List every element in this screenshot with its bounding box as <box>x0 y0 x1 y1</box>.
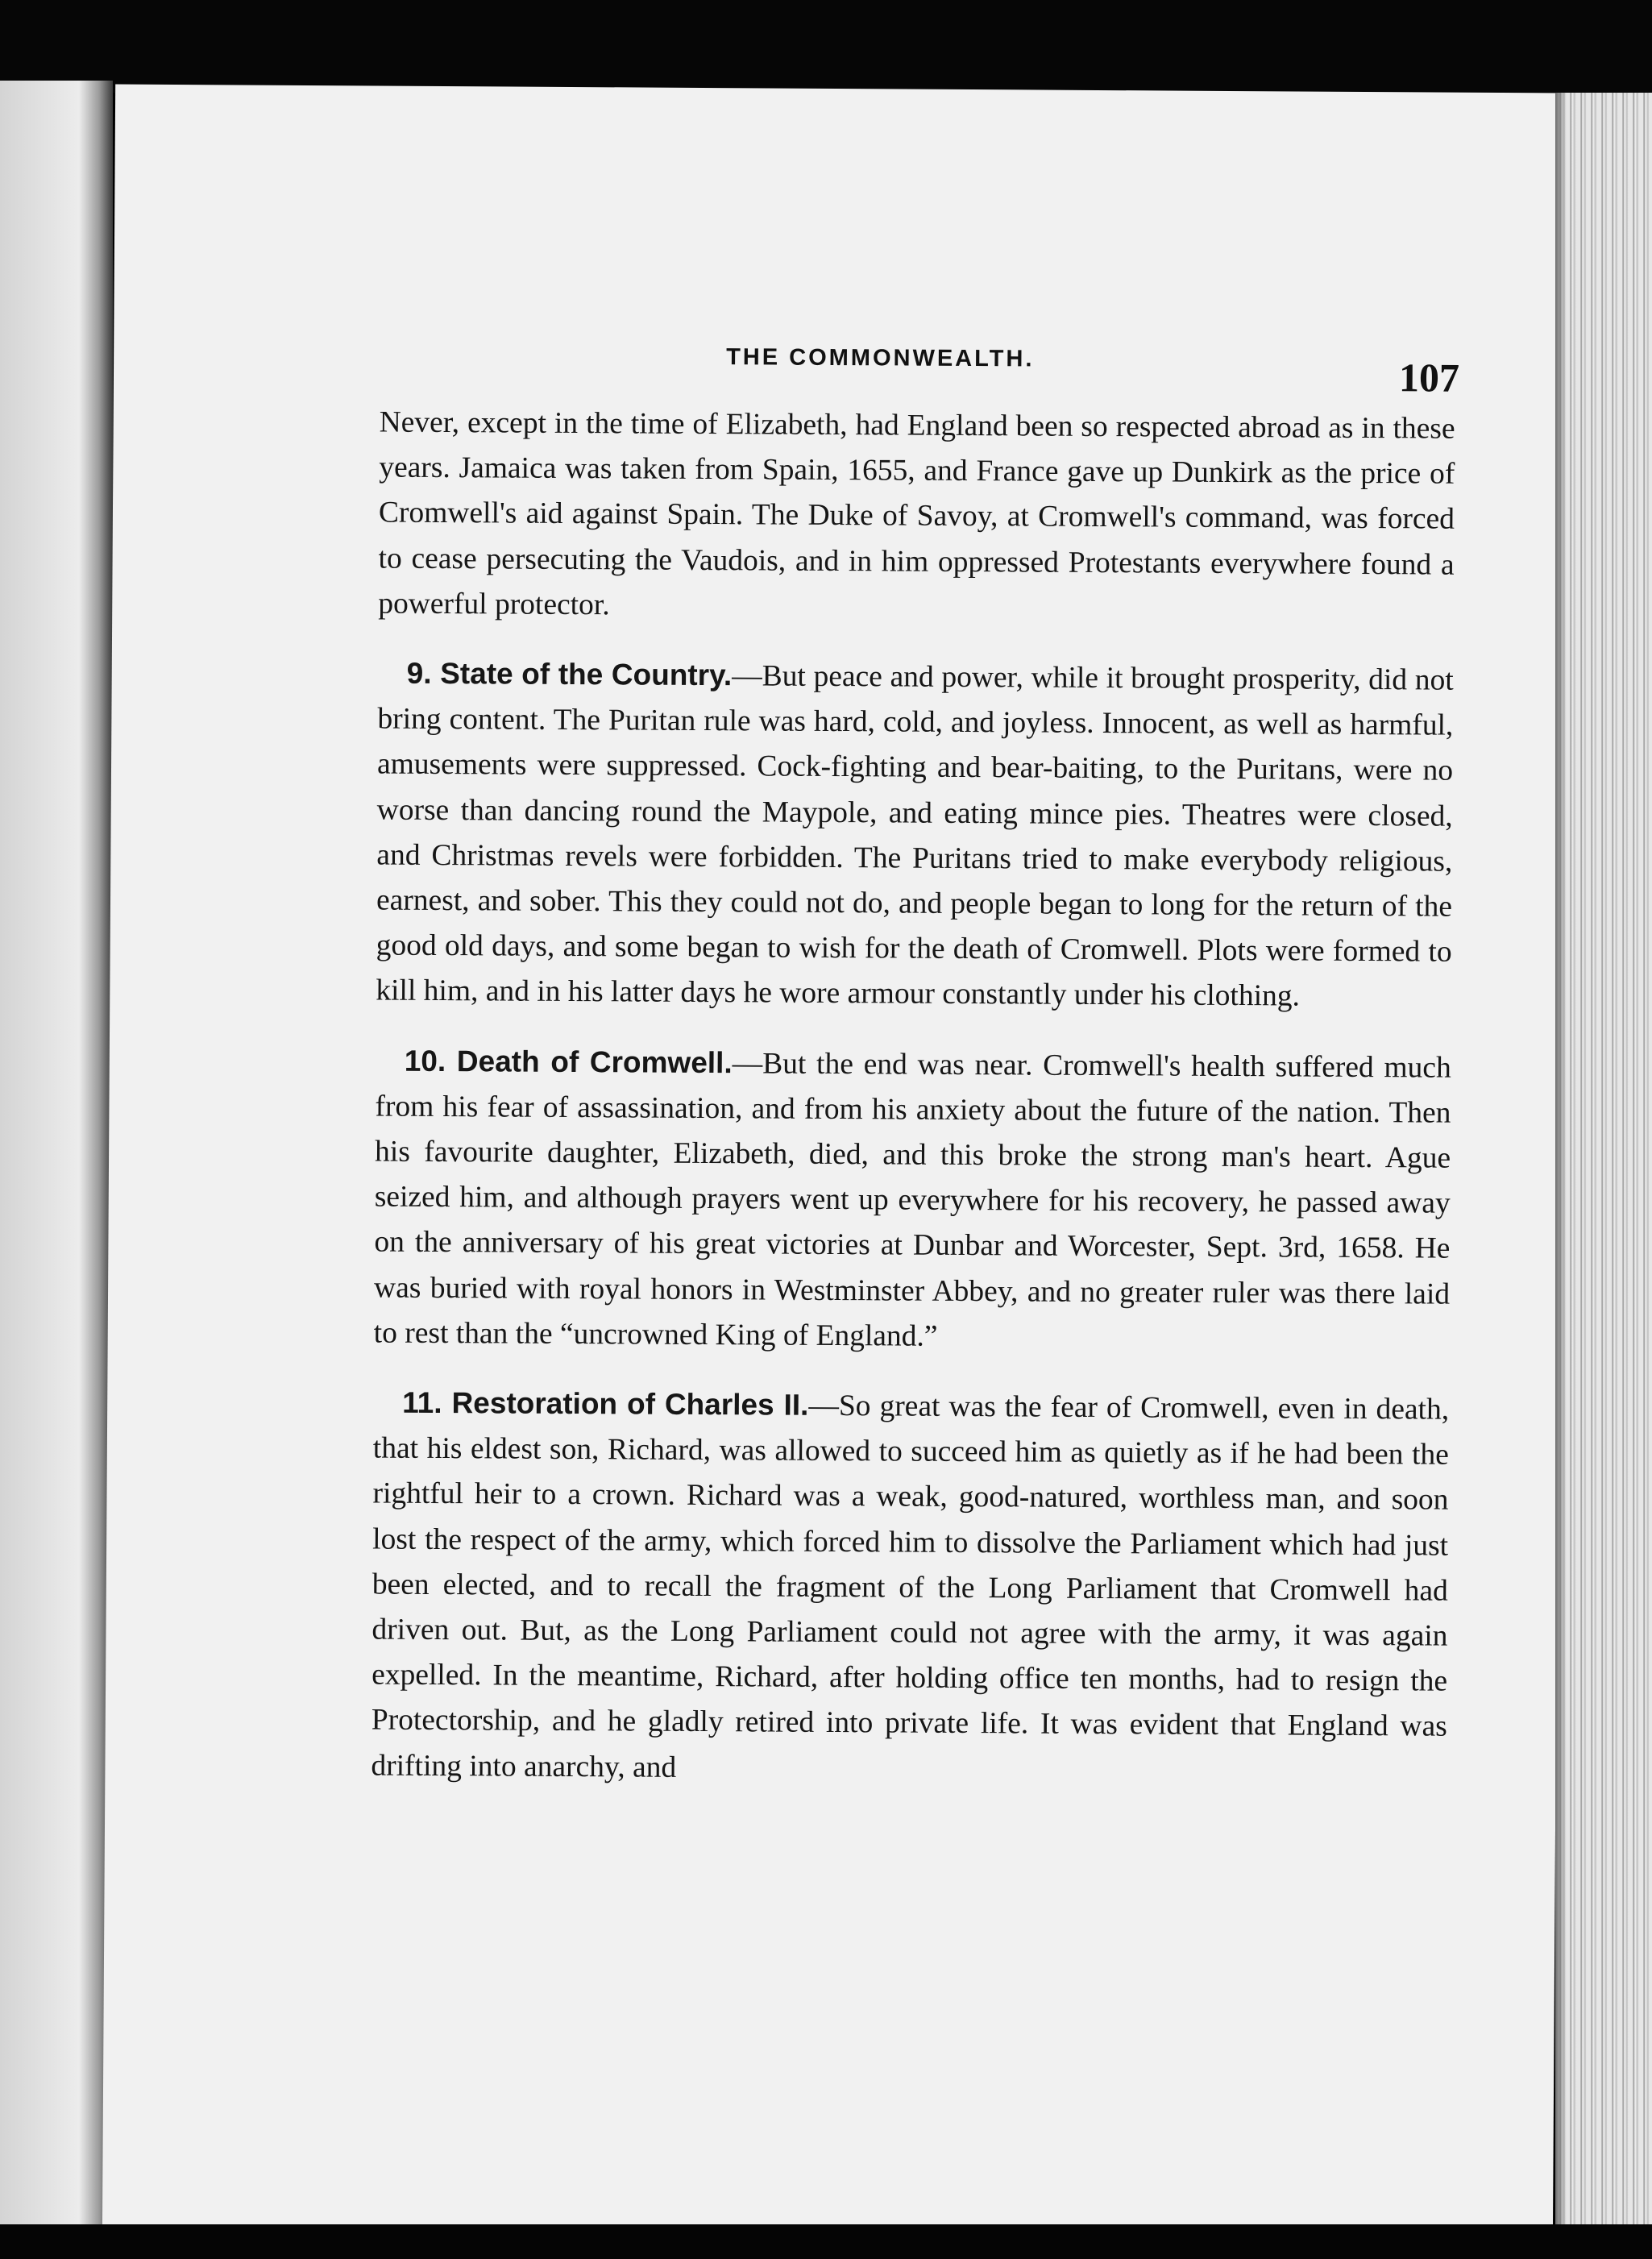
section-11-paragraph <box>371 1381 1449 1796</box>
running-head: THE COMMONWEALTH. <box>726 344 1035 372</box>
scan-top-margin <box>0 0 1652 93</box>
page-number: 107 <box>1398 355 1460 401</box>
page-stack-edge <box>1555 93 1652 2249</box>
scan-bottom-margin <box>0 2224 1652 2259</box>
intro-paragraph: Never, except in the time of Elizabeth, had England been so respected abroad as in these years. Jamaica was taken from Spain, 1655, and France gave up Dunkirk as the price of Cromwell's aid against Spain. The Duke of Savoy, at Cromwell's command, was forced to cease persecuting the Vaudois, and in him oppressed Protestants everywhere found a powerful protector. <box>378 405 1455 622</box>
section-9-text: —But peace and power, while it brought prosperity, did not bring content. The Puritan rule was hard, cold, and joyless. Innocent, as well as harmful, amusements were suppressed. Cock-fighting and bear-baiting, to the Puritans, were no worse than dancing round the Maypole, and eating mince pies. Theatres were closed, and Christmas revels were forbidden. The Puritans tried to make everybody religious, earnest, and sober. This they could not do, and people began to long for the return of the good old days, and some began to wish for the death of Cromwell. Plots were formed to kill him, and in his latter days he wore armour constantly under his clothing. <box>376 659 1454 1013</box>
facing-page-edge <box>0 81 113 2240</box>
section-9-paragraph <box>376 651 1454 1021</box>
section-10-heading: 10. Death of Cromwell. <box>404 1044 733 1079</box>
section-10-paragraph <box>374 1038 1451 1363</box>
section-11-heading: 11. Restoration of Charles II. <box>402 1385 809 1422</box>
book-page <box>102 85 1566 2253</box>
page-body <box>371 401 1455 1820</box>
section-11-text: —So great was the fear of Cromwell, even in death, that his eldest son, Richard, was allowed to succeed him as quietly as if he had been the rightful heir to a crown. Richard was a weak, good-natured, worthless man, and soon lost the respect of the army, which forced him to dissolve the Parliament which had just been elected, and to recall the fragment of the Long Parliament that Cromwell had driven out. But, as the Long Parliament could not agree with the army, it was again expelled. In the meantime, Richard, after holding office ten months, had to resign the Protectorship, and he gladly retired into private life. It was evident that England was drifting into anarchy, and <box>371 1389 1450 1784</box>
section-10-text: —But the end was near. Cromwell's health suffered much from his fear of assassination, and from his anxiety about the future of the nation. Then his favourite daughter, Elizabeth, died, and this broke the strong man's heart. Ague seized him, and although prayers went up everywhere for his recovery, he passed away on the anniversary of his great victories at Dunbar and Worcester, Sept. 3rd, 1658. He was buried with royal honors in Westminster Abbey, and no greater ruler was there laid to rest than the “uncrowned King of England.” <box>373 1046 1451 1353</box>
page-gutter-shadow <box>1555 93 1567 2249</box>
section-9-heading: 9. State of the Country. <box>406 656 733 692</box>
